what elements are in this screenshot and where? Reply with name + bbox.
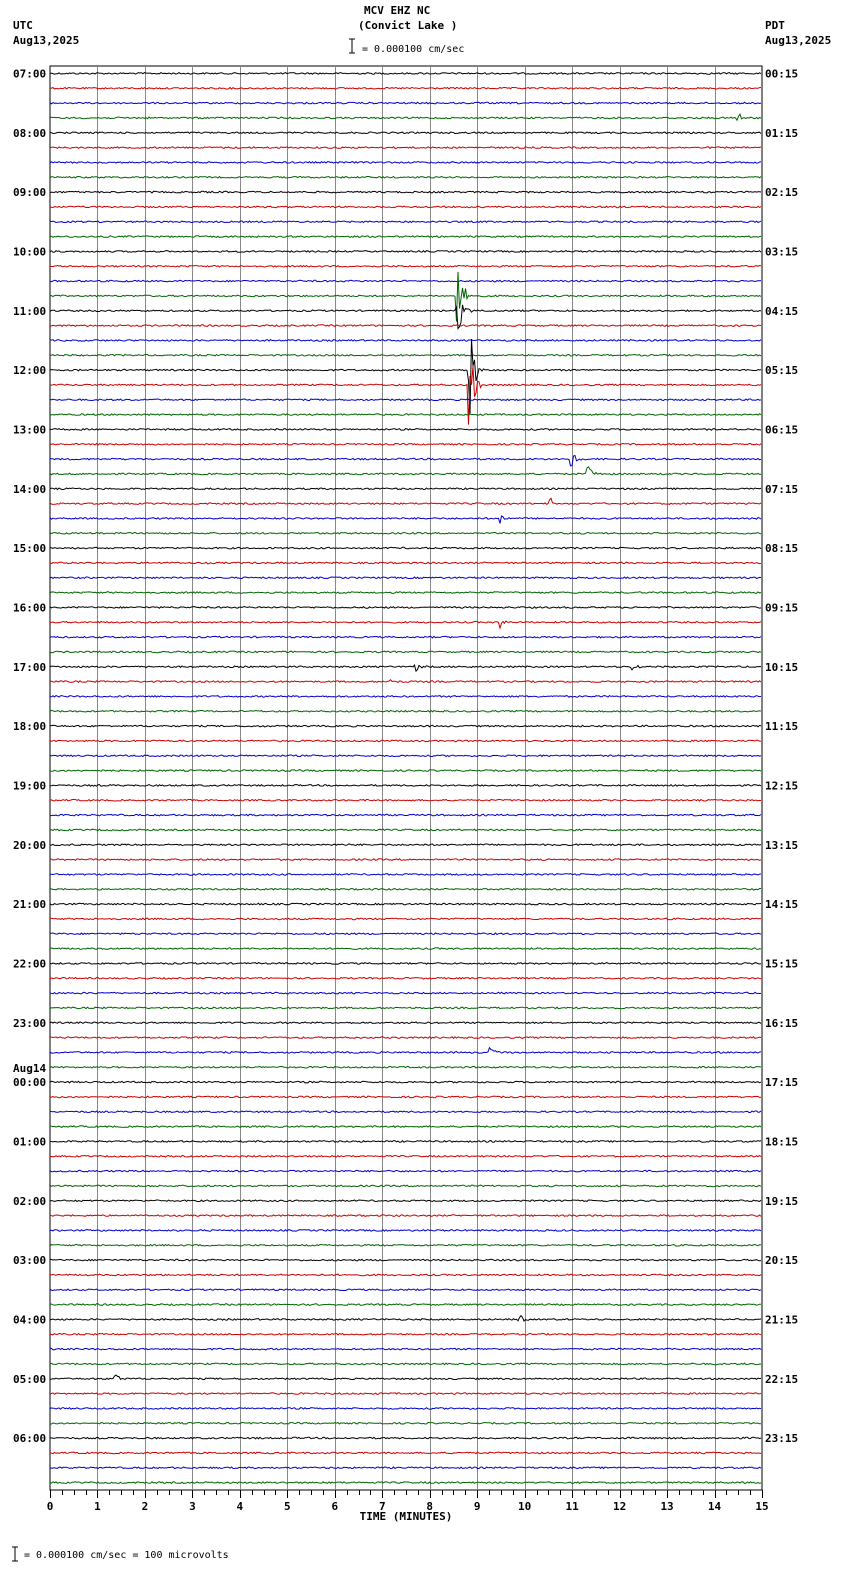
x-tick-label: 7 — [378, 1500, 386, 1513]
scale-bar-icon — [349, 39, 355, 53]
seismic-trace — [50, 1048, 761, 1054]
x-tick-label: 12 — [612, 1500, 627, 1513]
seismic-trace — [50, 829, 761, 831]
pdt-hour-label: 18:15 — [765, 1135, 799, 1149]
seismic-trace — [50, 114, 761, 120]
utc-hour-label: 04:00 — [13, 1313, 47, 1327]
seismic-trace — [50, 236, 761, 238]
seismic-trace — [50, 132, 761, 134]
seismic-trace — [50, 1467, 761, 1469]
seismic-trace — [50, 711, 761, 713]
seismic-trace — [50, 933, 761, 935]
pdt-hour-label: 02:15 — [765, 186, 799, 200]
x-axis-title: TIME (MINUTES) — [359, 1510, 453, 1523]
utc-hour-label: 01:00 — [13, 1135, 47, 1149]
pdt-hour-label: 22:15 — [765, 1372, 799, 1386]
x-tick-label: 14 — [707, 1500, 722, 1513]
seismic-trace — [50, 1096, 761, 1098]
seismic-trace — [50, 874, 761, 876]
x-tick-label: 11 — [565, 1500, 579, 1513]
seismic-trace — [50, 266, 761, 268]
seismic-trace — [50, 1111, 761, 1113]
utc-hour-label: 07:00 — [13, 67, 47, 81]
seismic-trace — [50, 191, 761, 193]
seismic-trace — [50, 859, 761, 861]
pdt-hour-label: 19:15 — [765, 1194, 799, 1208]
pdt-hour-label: 03:15 — [765, 245, 799, 259]
pdt-hour-label: 11:15 — [765, 720, 799, 734]
utc-hour-label: 14:00 — [13, 482, 47, 496]
pdt-hour-label: 20:15 — [765, 1254, 799, 1268]
utc-hour-label: 03:00 — [13, 1254, 47, 1268]
pdt-hour-label: 00:15 — [765, 67, 799, 81]
seismic-trace — [50, 1363, 761, 1365]
x-tick-label: 5 — [284, 1500, 291, 1513]
seismic-trace — [50, 963, 761, 965]
footer-scale-note: = 0.000100 cm/sec = 100 microvolts — [24, 1550, 229, 1561]
seismic-trace — [50, 948, 761, 950]
seismic-trace — [50, 1423, 761, 1425]
seismic-trace — [50, 399, 761, 401]
seismic-trace — [50, 1316, 761, 1321]
seismic-trace — [50, 444, 761, 446]
seismic-trace — [50, 1156, 761, 1158]
seismic-trace — [50, 918, 761, 920]
seismic-trace — [50, 1259, 761, 1261]
utc-hour-label: 10:00 — [13, 245, 47, 259]
seismic-trace — [50, 607, 761, 609]
x-tick-label: 8 — [426, 1500, 434, 1513]
seismic-trace — [50, 456, 761, 466]
seismic-trace — [50, 340, 761, 342]
utc-hour-label: 12:00 — [13, 364, 47, 378]
x-tick-label: 9 — [473, 1500, 481, 1513]
utc-hour-label: 06:00 — [13, 1432, 47, 1446]
seismic-trace — [50, 1022, 761, 1024]
seismic-trace — [50, 1200, 761, 1202]
seismic-trace — [50, 272, 761, 322]
seismic-trace — [50, 1375, 761, 1380]
seismic-trace — [50, 162, 761, 164]
seismic-trace — [50, 1348, 761, 1350]
right-date: Aug13,2025 — [765, 34, 832, 47]
seismic-trace — [50, 429, 761, 431]
x-tick-label: 15 — [755, 1500, 769, 1513]
utc-hour-label: 17:00 — [13, 660, 47, 674]
seismic-trace — [50, 1334, 761, 1336]
seismic-trace — [50, 102, 761, 104]
seismic-trace — [50, 992, 761, 994]
pdt-hour-label: 06:15 — [765, 423, 799, 437]
seismic-trace — [50, 1007, 761, 1009]
seismic-trace — [50, 1185, 761, 1187]
x-tick-label: 6 — [331, 1500, 339, 1513]
seismic-trace — [50, 1245, 761, 1247]
seismic-trace — [50, 592, 761, 594]
x-tick-label: 13 — [660, 1500, 674, 1513]
seismic-trace — [50, 1304, 761, 1306]
utc-hour-label: 08:00 — [13, 126, 47, 140]
scale-label: = 0.000100 cm/sec — [362, 44, 465, 55]
seismic-trace — [50, 770, 761, 772]
pdt-hour-label: 17:15 — [765, 1076, 799, 1090]
seismic-trace — [50, 636, 761, 638]
seismic-trace — [50, 577, 761, 579]
utc-hour-label: 15:00 — [13, 542, 47, 556]
seismic-trace — [50, 206, 761, 208]
seismic-trace — [50, 1126, 761, 1128]
pdt-hour-label: 01:15 — [765, 126, 799, 140]
seismic-trace — [50, 1215, 761, 1217]
seismic-trace — [50, 414, 761, 416]
utc-hour-label: 09:00 — [13, 186, 47, 200]
utc-hour-label: 02:00 — [13, 1194, 47, 1208]
x-tick-label: 2 — [141, 1500, 149, 1513]
seismic-trace — [50, 755, 761, 757]
seismic-trace — [50, 280, 761, 282]
seismic-trace — [50, 547, 761, 549]
seismic-trace — [50, 696, 761, 698]
seismic-trace — [50, 251, 761, 253]
seismic-trace — [50, 800, 761, 802]
utc-hour-label: 22:00 — [13, 957, 47, 971]
seismic-trace — [50, 339, 761, 414]
utc-hour-label: 05:00 — [13, 1372, 47, 1386]
seismic-trace — [50, 562, 761, 564]
seismic-trace — [50, 488, 761, 490]
right-timezone: PDT — [765, 19, 785, 32]
pdt-hour-label: 21:15 — [765, 1313, 799, 1327]
left-timezone: UTC — [13, 19, 33, 32]
seismic-trace — [50, 221, 761, 223]
pdt-hour-label: 13:15 — [765, 838, 799, 852]
seismic-trace — [50, 366, 761, 425]
plot-frame — [50, 66, 762, 1490]
x-tick-label: 0 — [46, 1500, 54, 1513]
seismic-trace — [50, 1452, 761, 1454]
utc-hour-label: 19:00 — [13, 779, 47, 793]
seismic-trace — [50, 325, 761, 327]
pdt-hour-label: 16:15 — [765, 1016, 799, 1030]
utc-date-change-label: Aug14 — [13, 1062, 47, 1076]
seismic-trace — [50, 740, 761, 742]
seismic-trace — [50, 844, 761, 846]
utc-hour-label: 23:00 — [13, 1016, 47, 1030]
seismic-trace — [50, 1067, 761, 1069]
seismic-trace — [50, 88, 761, 90]
seismic-trace — [50, 665, 761, 671]
seismic-trace — [50, 1408, 761, 1410]
utc-hour-label: 21:00 — [13, 898, 47, 912]
seismic-trace — [50, 1274, 761, 1276]
utc-hour-label: 00:00 — [13, 1076, 47, 1090]
utc-hour-label: 13:00 — [13, 423, 47, 437]
pdt-hour-label: 08:15 — [765, 542, 799, 556]
seismic-trace — [50, 651, 761, 653]
seismic-trace — [50, 1081, 761, 1083]
seismic-trace — [50, 1037, 761, 1039]
seismic-trace — [50, 814, 761, 816]
pdt-hour-label: 12:15 — [765, 779, 799, 793]
seismic-trace — [50, 621, 761, 628]
x-tick-label: 10 — [518, 1500, 532, 1513]
pdt-hour-label: 15:15 — [765, 957, 799, 971]
seismic-trace — [50, 1482, 761, 1484]
seismic-trace — [50, 73, 761, 75]
seismic-trace — [50, 1437, 761, 1439]
pdt-hour-label: 04:15 — [765, 304, 799, 318]
seismic-trace — [50, 1141, 761, 1143]
utc-hour-label: 11:00 — [13, 304, 47, 318]
seismic-trace — [50, 889, 761, 891]
left-date: Aug13,2025 — [13, 34, 80, 47]
location-subtitle: (Convict Lake ) — [358, 19, 458, 32]
utc-hour-label: 18:00 — [13, 720, 47, 734]
seismic-trace — [50, 1289, 761, 1291]
footer-scale-bar-icon — [12, 1547, 18, 1561]
pdt-hour-label: 10:15 — [765, 660, 799, 674]
seismic-trace — [50, 533, 761, 535]
utc-hour-label: 16:00 — [13, 601, 47, 615]
seismic-trace — [50, 147, 761, 149]
x-tick-label: 4 — [236, 1500, 244, 1513]
seismic-trace — [50, 1230, 761, 1232]
seismic-trace — [50, 903, 761, 905]
pdt-hour-label: 07:15 — [765, 482, 799, 496]
pdt-hour-label: 09:15 — [765, 601, 799, 615]
seismic-trace — [50, 498, 761, 504]
seismic-trace — [50, 355, 761, 357]
x-tick-label: 3 — [189, 1500, 196, 1513]
seismic-trace — [50, 680, 761, 683]
utc-hour-label: 20:00 — [13, 838, 47, 852]
seismic-trace — [50, 467, 761, 475]
pdt-hour-label: 14:15 — [765, 898, 799, 912]
seismic-trace — [50, 516, 761, 523]
seismic-trace — [50, 725, 761, 727]
seismic-trace — [50, 978, 761, 980]
seismic-trace — [50, 1170, 761, 1172]
pdt-hour-label: 05:15 — [765, 364, 799, 378]
seismic-trace — [50, 1393, 761, 1395]
seismic-trace — [50, 177, 761, 179]
x-tick-label: 1 — [94, 1500, 101, 1513]
station-title: MCV EHZ NC — [364, 4, 431, 17]
seismic-trace — [50, 785, 761, 787]
pdt-hour-label: 23:15 — [765, 1432, 799, 1446]
